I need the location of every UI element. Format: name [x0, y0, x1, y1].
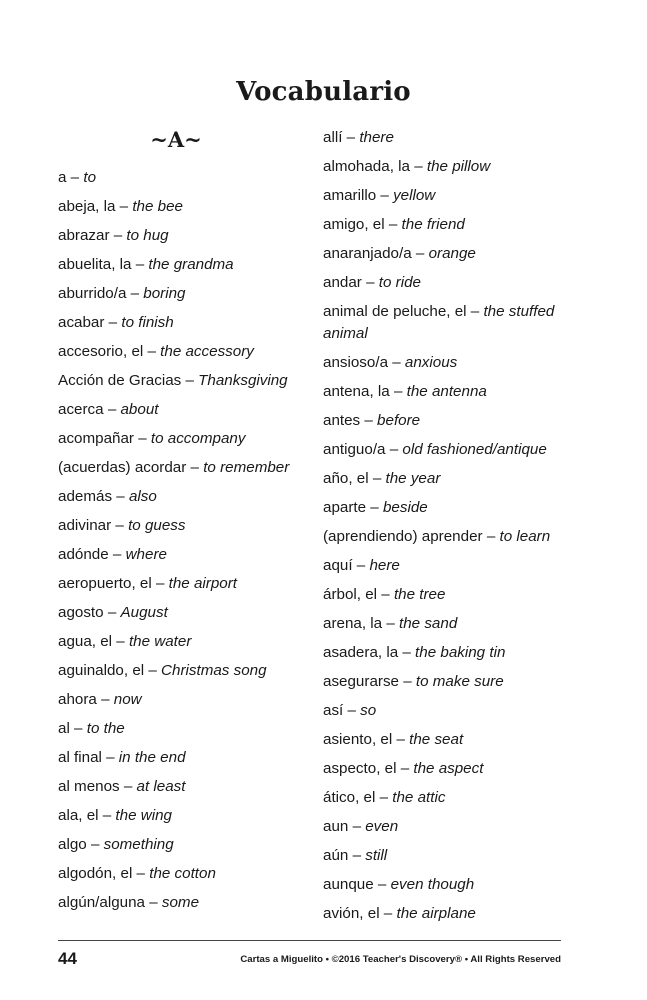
english-translation: some [161, 894, 200, 911]
spanish-term: al menos [58, 778, 120, 795]
english-translation: here [369, 557, 400, 574]
english-translation: to ride [378, 274, 421, 291]
spanish-term: acabar [58, 314, 105, 331]
spanish-term: (acuerdas) acordar [58, 459, 187, 476]
spanish-term: almohada, la [323, 158, 410, 175]
english-translation: to guess [128, 517, 186, 534]
spanish-term: ala, el [58, 807, 99, 824]
english-translation: where [125, 546, 167, 563]
english-translation: beside [382, 499, 428, 516]
vocab-entry: aspecto, el – the aspect [323, 760, 484, 777]
vocab-entry: algún/alguna – some [58, 894, 200, 911]
vocab-entry: aunque – even though [323, 876, 475, 893]
vocab-entry: amigo, el – the friend [323, 216, 465, 233]
vocab-entry: asadera, la – the baking tin [323, 644, 506, 661]
vocab-entry: amarillo – yellow [323, 187, 436, 204]
spanish-term: ático, el [323, 789, 376, 806]
vocab-entry: aeropuerto, el – the airport [58, 575, 238, 592]
spanish-term: árbol, el [323, 586, 378, 603]
english-translation: to make sure [415, 673, 504, 690]
english-translation: so [360, 702, 377, 719]
vocab-entry: árbol, el – the tree [323, 586, 446, 603]
spanish-term: a [58, 169, 67, 186]
english-translation: the airport [168, 575, 238, 592]
vocab-entry: (aprendiendo) aprender – to learn [323, 528, 551, 545]
spanish-term: asegurarse [323, 673, 399, 690]
spanish-term: arena, la [323, 615, 383, 632]
spanish-term: algodón, el [58, 865, 133, 882]
english-translation: to remember [203, 459, 290, 476]
english-translation: Christmas song [161, 662, 267, 679]
english-translation: before [377, 412, 421, 429]
vocab-entry: al – to the [58, 720, 125, 737]
vocab-entry: así – so [323, 702, 377, 719]
vocab-entry: abeja, la – the bee [58, 198, 183, 215]
english-translation: still [365, 847, 388, 864]
vocab-entry: aguinaldo, el – Christmas song [58, 662, 267, 679]
vocab-entry: accesorio, el – the accessory [58, 343, 254, 360]
spanish-term: abeja, la [58, 198, 116, 215]
vocab-entry: antes – before [323, 412, 421, 429]
spanish-term: acerca [58, 401, 104, 418]
english-translation: the airplane [396, 905, 476, 922]
english-translation: to hug [126, 227, 169, 244]
vocab-entry: ansioso/a – anxious [323, 354, 458, 371]
vocab-entry: antiguo/a – old fashioned/antique [323, 441, 547, 458]
english-translation: to the [86, 720, 125, 737]
spanish-term: aspecto, el [323, 760, 397, 777]
spanish-term: al final [58, 749, 102, 766]
english-translation: the antenna [406, 383, 487, 400]
vocab-entry: acerca – about [58, 401, 159, 418]
spanish-term: Acción de Gracias [58, 372, 182, 389]
spanish-term: año, el [323, 470, 369, 487]
footer-divider [58, 940, 561, 941]
spanish-term: acompañar [58, 430, 134, 447]
vocab-entry: algodón, el – the cotton [58, 865, 216, 882]
spanish-term: asadera, la [323, 644, 399, 661]
spanish-term: allí [323, 129, 343, 146]
english-translation: something [103, 836, 174, 853]
vocab-entry: animal de peluche, el – the stuffed animal [323, 303, 555, 342]
english-translation: the aspect [413, 760, 484, 777]
vocab-entry: ala, el – the wing [58, 807, 172, 824]
vocab-entry: al menos – at least [58, 778, 186, 795]
english-translation: in the end [118, 749, 186, 766]
vocab-entry: aun – even [323, 818, 399, 835]
copyright-footer: Cartas a Miguelito • ©2016 Teacher's Discovery® • All Rights Reserved [240, 954, 561, 965]
english-translation: the stuffed animal [323, 303, 555, 342]
spanish-term: al [58, 720, 70, 737]
vocab-entry: arena, la – the sand [323, 615, 458, 632]
english-translation: to [83, 169, 97, 186]
vocab-entry: acompañar – to accompany [58, 430, 246, 447]
english-translation: Thanksgiving [198, 372, 288, 389]
spanish-term: asiento, el [323, 731, 393, 748]
spanish-term: (aprendiendo) aprender [323, 528, 483, 545]
vocab-entry: andar – to ride [323, 274, 421, 291]
page-title: Vocabulario [236, 77, 411, 108]
spanish-term: agosto [58, 604, 104, 621]
spanish-term: aparte [323, 499, 367, 516]
vocab-entry: ático, el – the attic [323, 789, 446, 806]
english-translation: boring [143, 285, 186, 302]
english-translation: the accessory [160, 343, 254, 360]
english-translation: to finish [121, 314, 174, 331]
vocab-entry: asegurarse – to make sure [323, 673, 504, 690]
vocabulary-column-left [58, 167, 298, 921]
spanish-term: aburrido/a [58, 285, 127, 302]
spanish-term: así [323, 702, 344, 719]
english-translation: orange [428, 245, 476, 262]
english-translation: anxious [404, 354, 458, 371]
spanish-term: abuelita, la [58, 256, 132, 273]
english-translation: even though [390, 876, 475, 893]
english-translation: old fashioned/antique [402, 441, 547, 458]
vocab-entry: allí – there [323, 129, 394, 146]
vocab-entry: algo – something [58, 836, 174, 853]
vocab-entry: aún – still [323, 847, 388, 864]
english-translation: the bee [132, 198, 183, 215]
vocab-entry: aparte – beside [323, 499, 428, 516]
spanish-term: agua, el [58, 633, 113, 650]
spanish-term: aguinaldo, el [58, 662, 145, 679]
english-translation: to accompany [150, 430, 246, 447]
english-translation: the year [385, 470, 441, 487]
spanish-term: abrazar [58, 227, 110, 244]
spanish-term: ahora [58, 691, 97, 708]
vocab-entry: abrazar – to hug [58, 227, 169, 244]
vocab-entry: asiento, el – the seat [323, 731, 464, 748]
vocab-entry: a – to [58, 169, 97, 186]
spanish-term: accesorio, el [58, 343, 144, 360]
vocab-entry: (acuerdas) acordar – to remember [58, 459, 290, 476]
spanish-term: algo [58, 836, 87, 853]
spanish-term: antiguo/a [323, 441, 386, 458]
vocab-entry: abuelita, la – the grandma [58, 256, 234, 273]
section-heading: ~A~ [150, 127, 202, 152]
english-translation: the attic [392, 789, 446, 806]
vocab-entry: adónde – where [58, 546, 167, 563]
english-translation: the tree [393, 586, 446, 603]
vocab-entry: agua, el – the water [58, 633, 192, 650]
english-translation: also [128, 488, 157, 505]
spanish-term: avión, el [323, 905, 380, 922]
vocab-entry: avión, el – the airplane [323, 905, 476, 922]
english-translation: the cotton [149, 865, 216, 882]
vocab-entry: anaranjado/a – orange [323, 245, 476, 262]
spanish-term: amarillo [323, 187, 377, 204]
spanish-term: aquí [323, 557, 353, 574]
vocab-entry: adivinar – to guess [58, 517, 186, 534]
page-number: 44 [58, 949, 77, 968]
spanish-term: adivinar [58, 517, 112, 534]
vocab-entry: acabar – to finish [58, 314, 174, 331]
english-translation: the sand [399, 615, 458, 632]
vocab-entry: aquí – here [323, 557, 400, 574]
spanish-term: anaranjado/a [323, 245, 412, 262]
spanish-term: antena, la [323, 383, 390, 400]
english-translation: about [120, 401, 159, 418]
english-translation: there [359, 129, 394, 146]
spanish-term: aunque [323, 876, 374, 893]
english-translation: the baking tin [415, 644, 506, 661]
vocab-entry: Acción de Gracias – Thanksgiving [58, 372, 288, 389]
vocab-entry: antena, la – the antenna [323, 383, 487, 400]
english-translation: to learn [499, 528, 551, 545]
spanish-term: ansioso/a [323, 354, 389, 371]
english-translation: the pillow [426, 158, 491, 175]
spanish-term: adónde [58, 546, 109, 563]
vocab-entry: ahora – now [58, 691, 142, 708]
spanish-term: andar [323, 274, 362, 291]
english-translation: the seat [409, 731, 464, 748]
vocab-entry: además – also [58, 488, 157, 505]
vocab-entry: agosto – August [58, 604, 168, 621]
spanish-term: antes [323, 412, 361, 429]
vocab-entry: al final – in the end [58, 749, 186, 766]
english-translation: the water [128, 633, 192, 650]
spanish-term: aún [323, 847, 349, 864]
vocab-entry: aburrido/a – boring [58, 285, 186, 302]
english-translation: yellow [393, 187, 436, 204]
spanish-term: aeropuerto, el [58, 575, 152, 592]
spanish-term: animal de peluche, el [323, 303, 467, 320]
spanish-term: aun [323, 818, 349, 835]
spanish-term: amigo, el [323, 216, 385, 233]
english-translation: even [365, 818, 399, 835]
english-translation: now [113, 691, 142, 708]
english-translation: the grandma [148, 256, 234, 273]
spanish-term: algún/alguna [58, 894, 145, 911]
vocab-entry: año, el – the year [323, 470, 441, 487]
english-translation: the wing [115, 807, 172, 824]
english-translation: August [120, 604, 168, 621]
english-translation: at least [136, 778, 186, 795]
vocabulary-column-right [323, 127, 571, 932]
spanish-term: además [58, 488, 113, 505]
vocab-entry: almohada, la – the pillow [323, 158, 491, 175]
english-translation: the friend [401, 216, 465, 233]
